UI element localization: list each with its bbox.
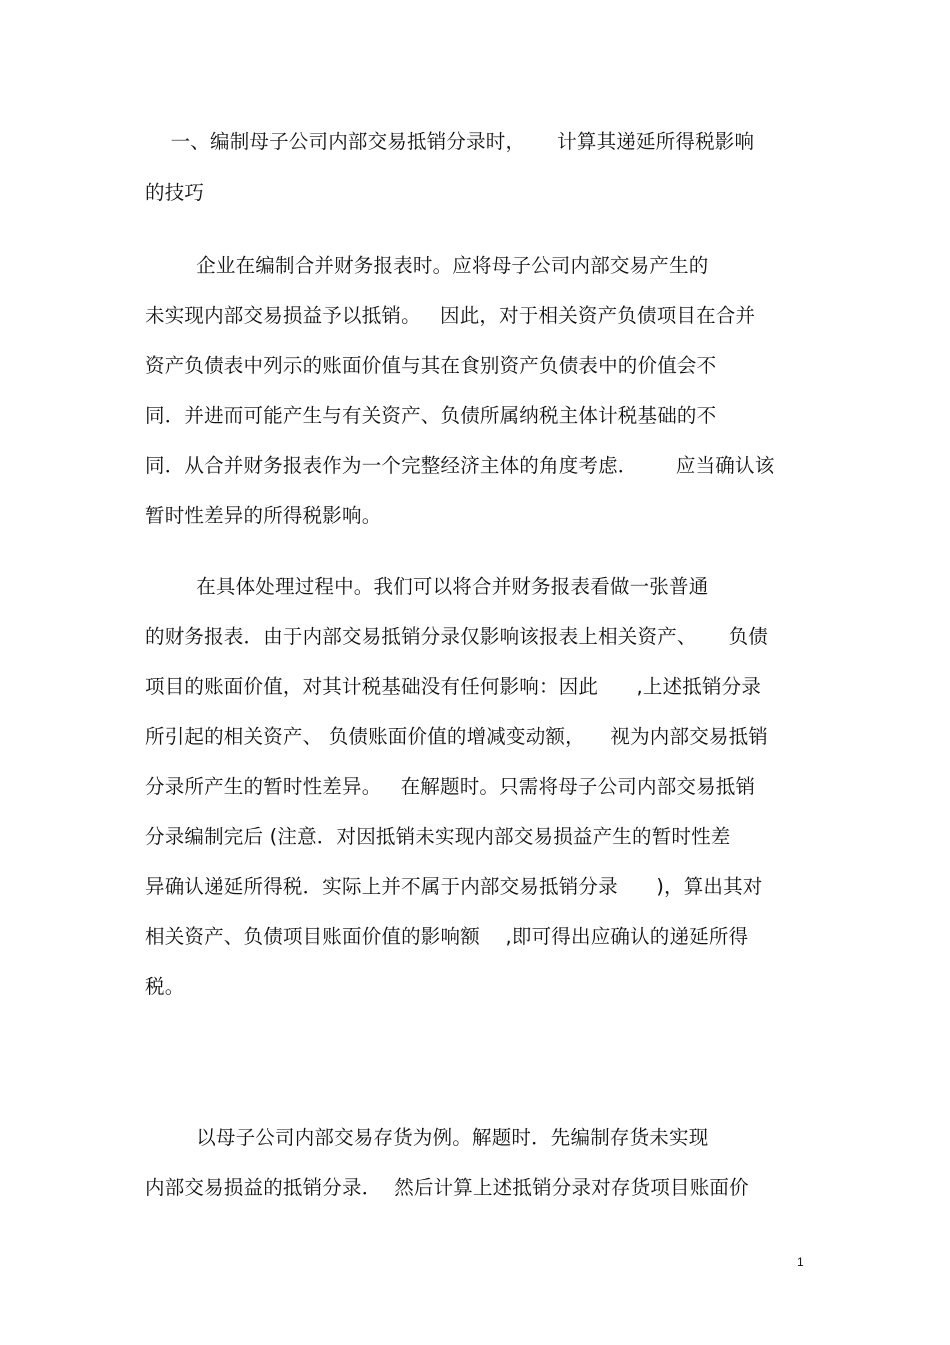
paragraph-3-line-2: 内部交易损益的抵销分录． 然后计算上述抵销分录对存货项目账面价 xyxy=(145,1176,749,1199)
paragraph-2-line-6: 分录编制完后 (注意．对因抵销未实现内部交易损益产生的暂时性差 xyxy=(145,825,731,848)
paragraph-3-line-1: 以母子公司内部交易存货为例。解题时．先编制存货未实现 xyxy=(145,1126,709,1149)
paragraph-1-line-3: 资产负债表中列示的账面价值与其在食别资产负债表中的价值会不 xyxy=(145,354,717,377)
paragraph-1-line-1: 企业在编制合并财务报表时。应将母子公司内部交易产生的 xyxy=(145,254,709,277)
paragraph-1-line-4: 同．并进而可能产生与有关资产、负债所属纳税主体计税基础的不 xyxy=(145,404,717,427)
heading-line-1: 一、编制母子公司内部交易抵销分录时， 计算其递延所得税影响 xyxy=(145,130,755,153)
page-number: 1 xyxy=(797,1255,804,1269)
heading-line-2: 的技巧 xyxy=(145,181,205,204)
paragraph-2-line-1: 在具体处理过程中。我们可以将合并财务报表看做一张普通 xyxy=(145,575,709,598)
paragraph-1-line-2: 未实现内部交易损益予以抵销。 因此，对于相关资产负债项目在合并 xyxy=(145,304,756,327)
paragraph-2-line-5: 分录所产生的暂时性差异。 在解题时。只需将母子公司内部交易抵销 xyxy=(145,775,756,798)
paragraph-2-line-8: 相关资产、负债项目账面价值的影响额 ,即可得出应确认的递延所得 xyxy=(145,925,749,948)
paragraph-2-line-9: 税。 xyxy=(145,975,185,998)
paragraph-1-line-5: 同．从合并财务报表作为一个完整经济主体的角度考虑． 应当确认该 xyxy=(145,454,775,477)
paragraph-2-line-7: 异确认递延所得税．实际上并不属于内部交易抵销分录 )，算出其对 xyxy=(145,875,763,898)
paragraph-2-line-2: 的财务报表．由于内部交易抵销分录仅影响该报表上相关资产、 负债 xyxy=(145,625,768,648)
paragraph-2-line-3: 项目的账面价值，对其计税基础没有任何影响：因此 ,上述抵销分录 xyxy=(145,675,762,698)
paragraph-1-line-6: 暂时性差异的所得税影响。 xyxy=(145,504,382,527)
paragraph-2-line-4: 所引起的相关资产、 负债账面价值的增减变动额， 视为内部交易抵销 xyxy=(145,725,768,748)
